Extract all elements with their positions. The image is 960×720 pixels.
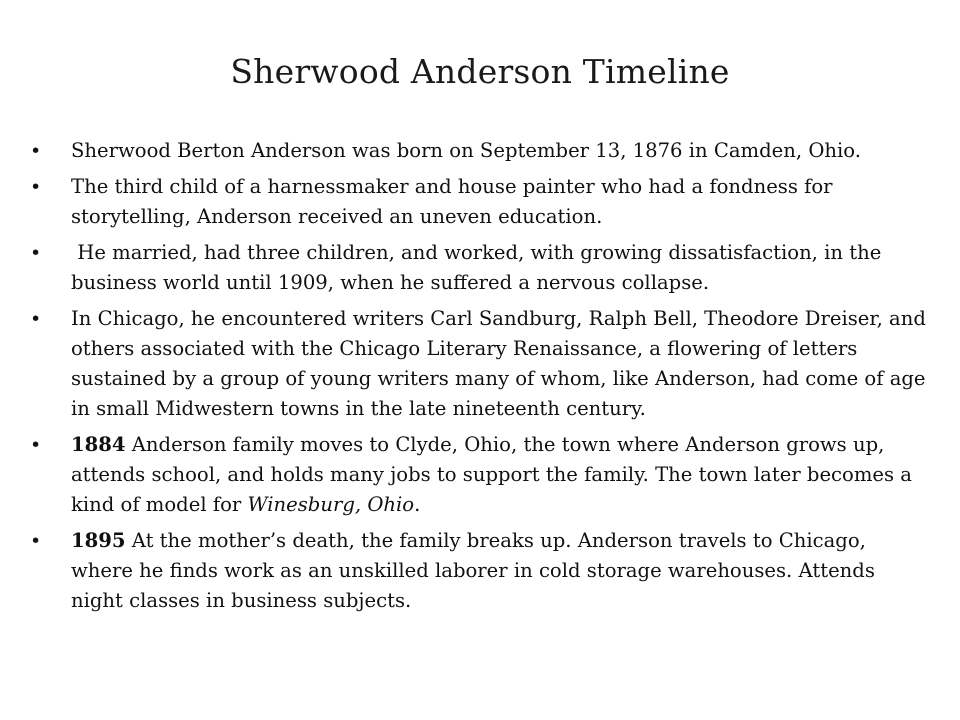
- bullet-text: Sherwood Berton Anderson was born on September 13, 1876 in Camden, Ohio.: [71, 139, 861, 162]
- timeline-year: 1884: [71, 433, 126, 456]
- bullet-text: The third child of a harnessmaker and house painter who had a fondness for storytelling, Anderson received an uneven education.: [71, 175, 833, 228]
- bullet-marker: •: [30, 308, 42, 330]
- bullet-marker: •: [30, 530, 42, 552]
- book-title: Winesburg, Ohio: [247, 493, 415, 516]
- bullet-list: [30, 136, 930, 622]
- bullet-marker: •: [30, 140, 42, 162]
- bullet-marker: •: [30, 434, 42, 456]
- bullet-item: [30, 526, 930, 616]
- bullet-marker: •: [30, 242, 42, 264]
- timeline-year: 1895: [71, 529, 126, 552]
- bullet-item: [30, 136, 930, 166]
- bullet-text: In Chicago, he encountered writers Carl Sandburg, Ralph Bell, Theodore Dreiser, and others associated with the Chicago Literary Renaissance, a flowering of letters sustained by a group of young writers many of whom, like Anderson, had come of age in small Midwestern towns in the late nineteenth century.: [71, 307, 926, 420]
- bullet-text: At the mother’s death, the family breaks up. Anderson travels to Chicago, where he finds work as an unskilled laborer in cold storage warehouses. Attends night classes in business subjects.: [71, 529, 875, 612]
- bullet-item: [30, 430, 930, 520]
- bullet-item: [30, 172, 930, 232]
- bullet-marker: •: [30, 176, 42, 198]
- bullet-text: Anderson family moves to Clyde, Ohio, the town where Anderson grows up, attends school, and holds many jobs to support the family. The town later becomes a kind of model for: [71, 433, 912, 516]
- bullet-text-tail: .: [414, 493, 421, 516]
- slide-title: Sherwood Anderson Timeline: [230, 52, 730, 91]
- bullet-item: [30, 238, 930, 298]
- bullet-text: He married, had three children, and worked, with growing dissatisfaction, in the business world until 1909, when he suffered a nervous collapse.: [71, 241, 888, 294]
- bullet-item: [30, 304, 930, 424]
